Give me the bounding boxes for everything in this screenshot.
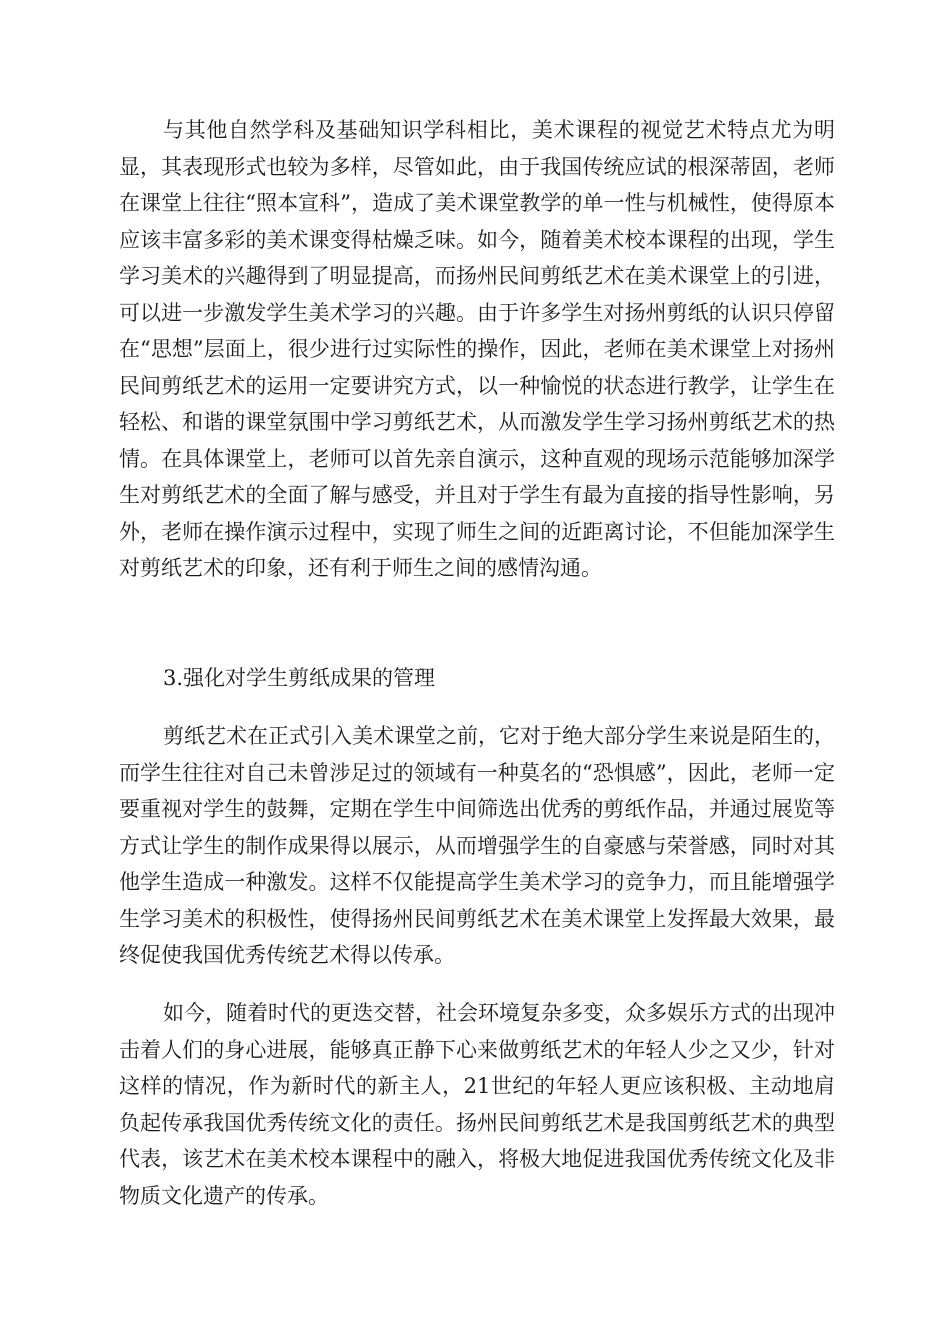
body-paragraph-3: 如今，随着时代的更迭交替，社会环境复杂多变，众多娱乐方式的出现冲击着人们的身心进展，能够真正静下心来做剪纸艺术的年轻人少之又少，针对这样的情况，作为新时代的新主人，21世纪的年轻人更应该积极、主动地肩负起传承我国优秀传统文化的责任。扬州民间剪纸艺术是我国剪纸艺术的典型代表，该艺术在美术校本课程中的融入，将极大地促进我国优秀传统文化及非物质文化遗产的传承。 bbox=[119, 1001, 835, 1208]
body-paragraph-1: 与其他自然学科及基础知识学科相比，美术课程的视觉艺术特点尤为明显，其表现形式也较为多样，尽管如此，由于我国传统应试的根深蒂固，老师在课堂上往往“照本宣科”，造成了美术课堂教学的单一性与机械性，使得原本应该丰富多彩的美术课变得枯燥乏味。如今，随着美术校本课程的出现，学生学习美术的兴趣得到了明显提高，而扬州民间剪纸艺术在美术课堂上的引进，可以进一步激发学生美术学习的兴趣。由于许多学生对扬州剪纸的认识只停留在“思想”层面上，很少进行过实际性的操作，因此，老师在美术课堂上对扬州民间剪纸艺术的运用一定要讲究方式，以一种愉悦的状态进行教学，让学生在轻松、和谐的课堂氛围中学习剪纸艺术，从而激发学生学习扬州剪纸艺术的热情。在具体课堂上，老师可以首先亲自演示，这种直观的现场示范能够加深学生对剪纸艺术的全面了解与感受，并且对于学生有最为直接的指导性影响，另外，老师在操作演示过程中，实现了师生之间的近距离讨论，不但能加深学生对剪纸艺术的印象，还有利于师生之间的感情沟通。 bbox=[119, 118, 835, 580]
section-heading-3: 3.强化对学生剪纸成果的管理 bbox=[163, 666, 436, 690]
body-paragraph-2: 剪纸艺术在正式引入美术课堂之前，它对于绝大部分学生来说是陌生的，而学生往往对自己未曾涉足过的领域有一种莫名的“恐惧感”，因此，老师一定要重视对学生的鼓舞，定期在学生中间筛选出优秀的剪纸作品，并通过展览等方式让学生的制作成果得以展示，从而增强学生的自豪感与荣誉感，同时对其他学生造成一种激发。这样不仅能提高学生美术学习的竞争力，而且能增强学生学习美术的积极性，使得扬州民间剪纸艺术在美术课堂上发挥最大效果，最终促使我国优秀传统艺术得以传承。 bbox=[119, 724, 835, 967]
